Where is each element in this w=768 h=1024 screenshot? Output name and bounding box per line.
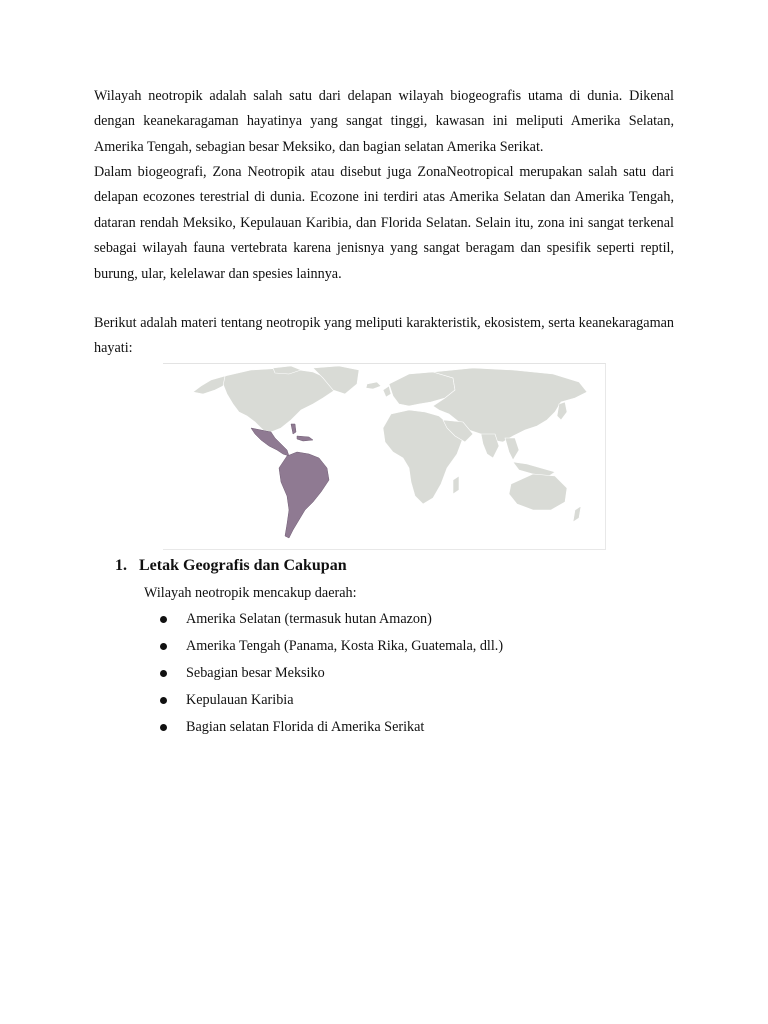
paragraph-intro: Wilayah neotropik adalah salah satu dari delapan wilayah biogeografis utama di dunia. Dikenal dengan keanekaragaman hayatinya yang sangat tinggi, kawasan ini meliputi Amerika Selatan, Amerika Tengah, sebagian besar Meksiko, dan bagian selatan Amerika Serikat. — [94, 88, 674, 155]
new-zealand-islands — [573, 506, 581, 522]
south-america-landmass — [279, 452, 329, 538]
mexico-central-america — [251, 428, 289, 456]
list-item: Amerika Tengah (Panama, Kosta Rika, Guatemala, dll.) — [160, 633, 503, 660]
paragraph-biogeography: Dalam biogeografi, Zona Neotropik atau disebut juga ZonaNeotropical merupakan salah satu dari delapan ecozones terestrial di dunia. Ecozone ini terdiri atas Amerika Selatan dan Amerika Tengah, dataran rendah Meksiko, Kepulauan Karibia, dan Florida Selatan. Selain itu, zona ini sangat terkenal sebagai wilayah fauna vertebrata karena jenisnya yang sangat beragam dan spesifik seperti reptil, burung, ular, kelelawar dan spesies lainnya. — [94, 164, 674, 282]
bullet-icon — [160, 643, 167, 650]
north-america-landmass — [223, 368, 335, 432]
iceland-landmass — [366, 382, 381, 389]
map-land-masses — [193, 366, 587, 522]
list-item: Bagian selatan Florida di Amerika Serikat — [160, 714, 503, 741]
alaska-landmass — [193, 376, 225, 394]
section-heading — [115, 554, 347, 578]
madagascar-island — [453, 476, 459, 494]
india-landmass — [481, 434, 499, 458]
southeast-asia-peninsula — [505, 438, 519, 460]
south-florida — [291, 424, 296, 434]
bullet-icon — [160, 697, 167, 704]
neotropic-region — [251, 424, 329, 538]
bullet-icon — [160, 724, 167, 731]
paragraph-materials-lead: Berikut adalah materi tentang neotropik yang meliputi karakteristik, ekosistem, serta keanekaragaman hayati: — [94, 315, 674, 357]
list-item: Kepulauan Karibia — [160, 687, 503, 714]
list-item: Amerika Selatan (termasuk hutan Amazon) — [160, 606, 503, 633]
section-title: Letak Geografis dan Cakupan — [139, 557, 347, 574]
bullet-icon — [160, 670, 167, 677]
australia-landmass — [509, 474, 567, 510]
british-isles — [383, 386, 391, 397]
bullet-icon — [160, 616, 167, 623]
section-intro: Wilayah neotropik mencakup daerah: — [144, 585, 357, 601]
list-item: Sebagian besar Meksiko — [160, 660, 503, 687]
caribbean-islands — [297, 436, 313, 441]
world-map-neotropic — [163, 363, 606, 550]
section-number: 1. — [115, 557, 127, 574]
region-list — [160, 606, 503, 741]
